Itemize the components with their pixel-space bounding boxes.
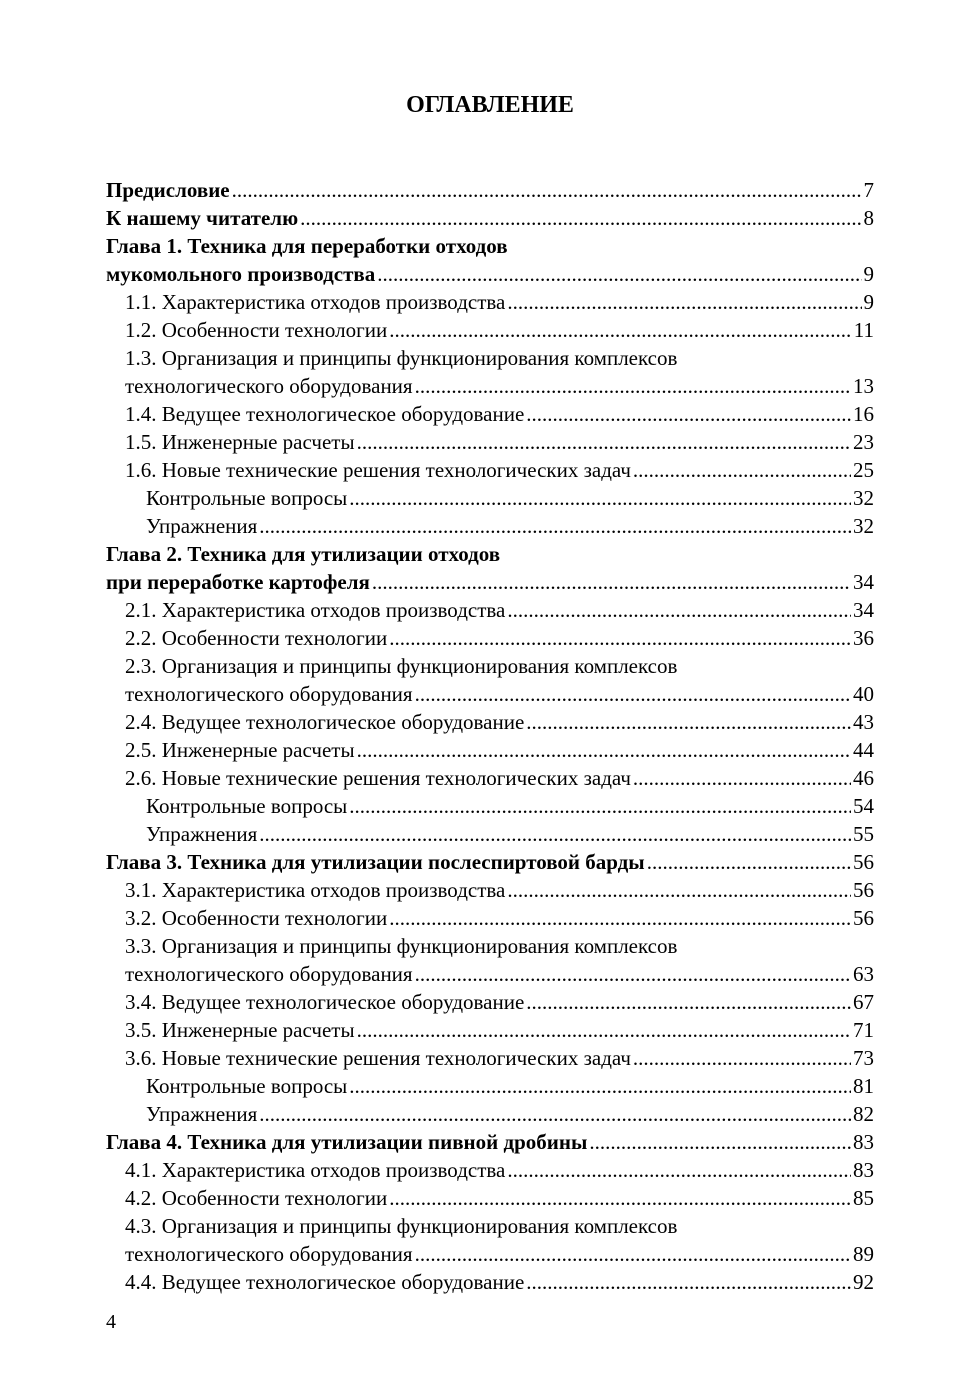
toc-section-entry[interactable]: [106, 456, 874, 484]
toc-entry-title: Упражнения: [146, 514, 258, 538]
toc-page-number: 73: [853, 1046, 874, 1070]
toc-entry-title: технологического оборудования: [125, 1242, 413, 1266]
dot-leader: [526, 708, 851, 736]
dot-leader: [415, 1240, 851, 1268]
toc-page-number: 32: [853, 514, 874, 538]
toc-entry-title: Упражнения: [146, 822, 258, 846]
toc-page-number: 56: [853, 850, 874, 874]
dot-leader: [372, 568, 851, 596]
toc-page-number: 56: [853, 906, 874, 930]
page-number: 4: [106, 1311, 116, 1333]
toc-page-number: 11: [853, 318, 874, 342]
toc-page-number: 56: [853, 878, 874, 902]
dot-leader: [526, 1268, 851, 1296]
toc-entry-first-line: Глава 2. Техника для утилизации отходов: [106, 542, 501, 566]
toc-subsection-entry[interactable]: [106, 1072, 874, 1100]
table-of-contents: [106, 176, 874, 1296]
dot-leader: [259, 820, 851, 848]
toc-section-entry[interactable]: [106, 428, 874, 456]
toc-page-number: 9: [863, 290, 874, 314]
toc-entry-title: 3.1. Характеристика отходов производства: [125, 878, 506, 902]
toc-section-entry[interactable]: [106, 1240, 874, 1268]
dot-leader: [232, 176, 862, 204]
toc-page-number: 63: [853, 962, 874, 986]
toc-entry-title: 3.5. Инженерные расчеты: [125, 1018, 355, 1042]
toc-chapter-entry[interactable]: [106, 1128, 874, 1156]
toc-entry-title: 1.5. Инженерные расчеты: [125, 430, 355, 454]
toc-entry-title: К нашему читателю: [106, 206, 299, 230]
toc-subsection-entry[interactable]: [106, 792, 874, 820]
dot-leader: [589, 1128, 851, 1156]
toc-section-entry[interactable]: [106, 400, 874, 428]
dot-leader: [507, 1156, 851, 1184]
toc-entry-title: 3.2. Особенности технологии: [125, 906, 388, 930]
toc-section-entry[interactable]: [106, 1268, 874, 1296]
toc-page-number: 83: [853, 1130, 874, 1154]
dot-leader: [507, 288, 861, 316]
toc-page-number: 89: [853, 1242, 874, 1266]
toc-entry-title: Контрольные вопросы: [146, 1074, 348, 1098]
dot-leader: [349, 1072, 851, 1100]
toc-page-number: 23: [853, 430, 874, 454]
dot-leader: [259, 512, 851, 540]
toc-page-number: 85: [853, 1186, 874, 1210]
dot-leader: [526, 988, 851, 1016]
toc-entry-title: 4.2. Особенности технологии: [125, 1186, 388, 1210]
toc-entry-title: 1.2. Особенности технологии: [125, 318, 388, 342]
toc-page-number: 9: [863, 262, 874, 286]
toc-chapter-entry[interactable]: [106, 260, 874, 288]
toc-entry-title: мукомольного производства: [106, 262, 376, 286]
toc-page-number: 34: [853, 570, 874, 594]
toc-entry-title: технологического оборудования: [125, 374, 413, 398]
toc-entry-first-line: Глава 1. Техника для переработки отходов: [106, 234, 508, 258]
dot-leader: [415, 372, 851, 400]
toc-entry-title: 1.4. Ведущее технологическое оборудование: [125, 402, 525, 426]
toc-page-number: 44: [853, 738, 874, 762]
toc-entry-title: 4.1. Характеристика отходов производства: [125, 1158, 506, 1182]
toc-page-number: 13: [853, 374, 874, 398]
toc-subsection-entry[interactable]: [106, 512, 874, 540]
toc-entry-title: 2.1. Характеристика отходов производства: [125, 598, 506, 622]
toc-entry-title: 2.2. Особенности технологии: [125, 626, 388, 650]
toc-entry-title: Контрольные вопросы: [146, 794, 348, 818]
toc-section-entry[interactable]: [106, 316, 874, 344]
toc-entry-title: 2.4. Ведущее технологическое оборудование: [125, 710, 525, 734]
toc-page-number: 32: [853, 486, 874, 510]
dot-leader: [259, 1100, 851, 1128]
toc-section-entry[interactable]: [106, 680, 874, 708]
toc-entry-title: Глава 4. Техника для утилизации пивной дробины: [106, 1130, 588, 1154]
toc-entry-title: 2.5. Инженерные расчеты: [125, 738, 355, 762]
toc-entry-first-line: 2.3. Организация и принципы функционирования комплексов: [125, 654, 678, 678]
toc-subsection-entry[interactable]: [106, 820, 874, 848]
page-title: ОГЛАВЛЕНИЕ: [406, 92, 574, 118]
toc-section-entry[interactable]: [106, 904, 874, 932]
toc-page-number: 92: [853, 1270, 874, 1294]
dot-leader: [357, 736, 851, 764]
toc-page-number: 34: [853, 598, 874, 622]
toc-section-entry[interactable]: [106, 372, 874, 400]
toc-entry-title: Глава 3. Техника для утилизации послеспиртовой барды: [106, 850, 645, 874]
dot-leader: [526, 400, 851, 428]
toc-entry-title: Предисловие: [106, 178, 230, 202]
dot-leader: [300, 204, 861, 232]
toc-entry-title: 3.6. Новые технические решения технологических задач: [125, 1046, 631, 1070]
dot-leader: [633, 1044, 851, 1072]
toc-entry-title: 1.1. Характеристика отходов производства: [125, 290, 506, 314]
toc-section-entry[interactable]: [106, 708, 874, 736]
toc-entry-title: 1.6. Новые технические решения технологических задач: [125, 458, 631, 482]
toc-page-number: 83: [853, 1158, 874, 1182]
toc-page-number: 8: [863, 206, 874, 230]
toc-entry-title: 4.4. Ведущее технологическое оборудование: [125, 1270, 525, 1294]
dot-leader: [357, 428, 851, 456]
dot-leader: [507, 596, 851, 624]
toc-page-number: 40: [853, 682, 874, 706]
toc-chapter-entry[interactable]: [106, 204, 874, 232]
toc-page-number: 54: [853, 794, 874, 818]
dot-leader: [389, 316, 852, 344]
toc-section-entry[interactable]: [106, 596, 874, 624]
toc-section-entry[interactable]: [106, 1044, 874, 1072]
toc-section-entry[interactable]: [106, 1184, 874, 1212]
toc-page-number: 43: [853, 710, 874, 734]
dot-leader: [349, 484, 851, 512]
toc-entry-first-line: 3.3. Организация и принципы функционирования комплексов: [125, 934, 678, 958]
toc-section-entry[interactable]: [106, 764, 874, 792]
toc-entry-title: при переработке картофеля: [106, 570, 370, 594]
toc-page-number: 67: [853, 990, 874, 1014]
toc-entry-first-line: 4.3. Организация и принципы функционирования комплексов: [125, 1214, 678, 1238]
toc-page-number: 46: [853, 766, 874, 790]
toc-page-number: 25: [853, 458, 874, 482]
dot-leader: [507, 876, 851, 904]
dot-leader: [377, 260, 861, 288]
toc-page-number: 82: [853, 1102, 874, 1126]
toc-entry-title: 2.6. Новые технические решения технологических задач: [125, 766, 631, 790]
toc-page-number: 36: [853, 626, 874, 650]
dot-leader: [389, 904, 851, 932]
dot-leader: [633, 764, 851, 792]
toc-page-number: 7: [863, 178, 874, 202]
toc-page-number: 16: [853, 402, 874, 426]
dot-leader: [633, 456, 851, 484]
dot-leader: [357, 1016, 851, 1044]
toc-section-entry[interactable]: [106, 876, 874, 904]
toc-entry-title: технологического оборудования: [125, 962, 413, 986]
toc-section-entry[interactable]: [106, 1016, 874, 1044]
toc-section-entry[interactable]: [106, 988, 874, 1016]
toc-page-number: 71: [853, 1018, 874, 1042]
dot-leader: [389, 1184, 851, 1212]
toc-entry-title: Упражнения: [146, 1102, 258, 1126]
toc-page-number: 55: [853, 822, 874, 846]
toc-section-entry[interactable]: [106, 736, 874, 764]
toc-subsection-entry[interactable]: [106, 1100, 874, 1128]
dot-leader: [389, 624, 851, 652]
toc-section-entry[interactable]: [106, 1156, 874, 1184]
toc-subsection-entry[interactable]: [106, 484, 874, 512]
toc-entry-title: Контрольные вопросы: [146, 486, 348, 510]
toc-section-entry[interactable]: [106, 288, 874, 316]
toc-entry-title: технологического оборудования: [125, 682, 413, 706]
dot-leader: [647, 848, 851, 876]
toc-entry-title: 3.4. Ведущее технологическое оборудование: [125, 990, 525, 1014]
toc-entry-first-line: 1.3. Организация и принципы функционирования комплексов: [125, 346, 678, 370]
dot-leader: [415, 960, 851, 988]
dot-leader: [415, 680, 851, 708]
toc-section-entry[interactable]: [106, 960, 874, 988]
dot-leader: [349, 792, 851, 820]
toc-chapter-entry[interactable]: [106, 568, 874, 596]
toc-chapter-entry[interactable]: [106, 176, 874, 204]
toc-section-entry[interactable]: [106, 624, 874, 652]
toc-chapter-entry[interactable]: [106, 848, 874, 876]
toc-page-number: 81: [853, 1074, 874, 1098]
